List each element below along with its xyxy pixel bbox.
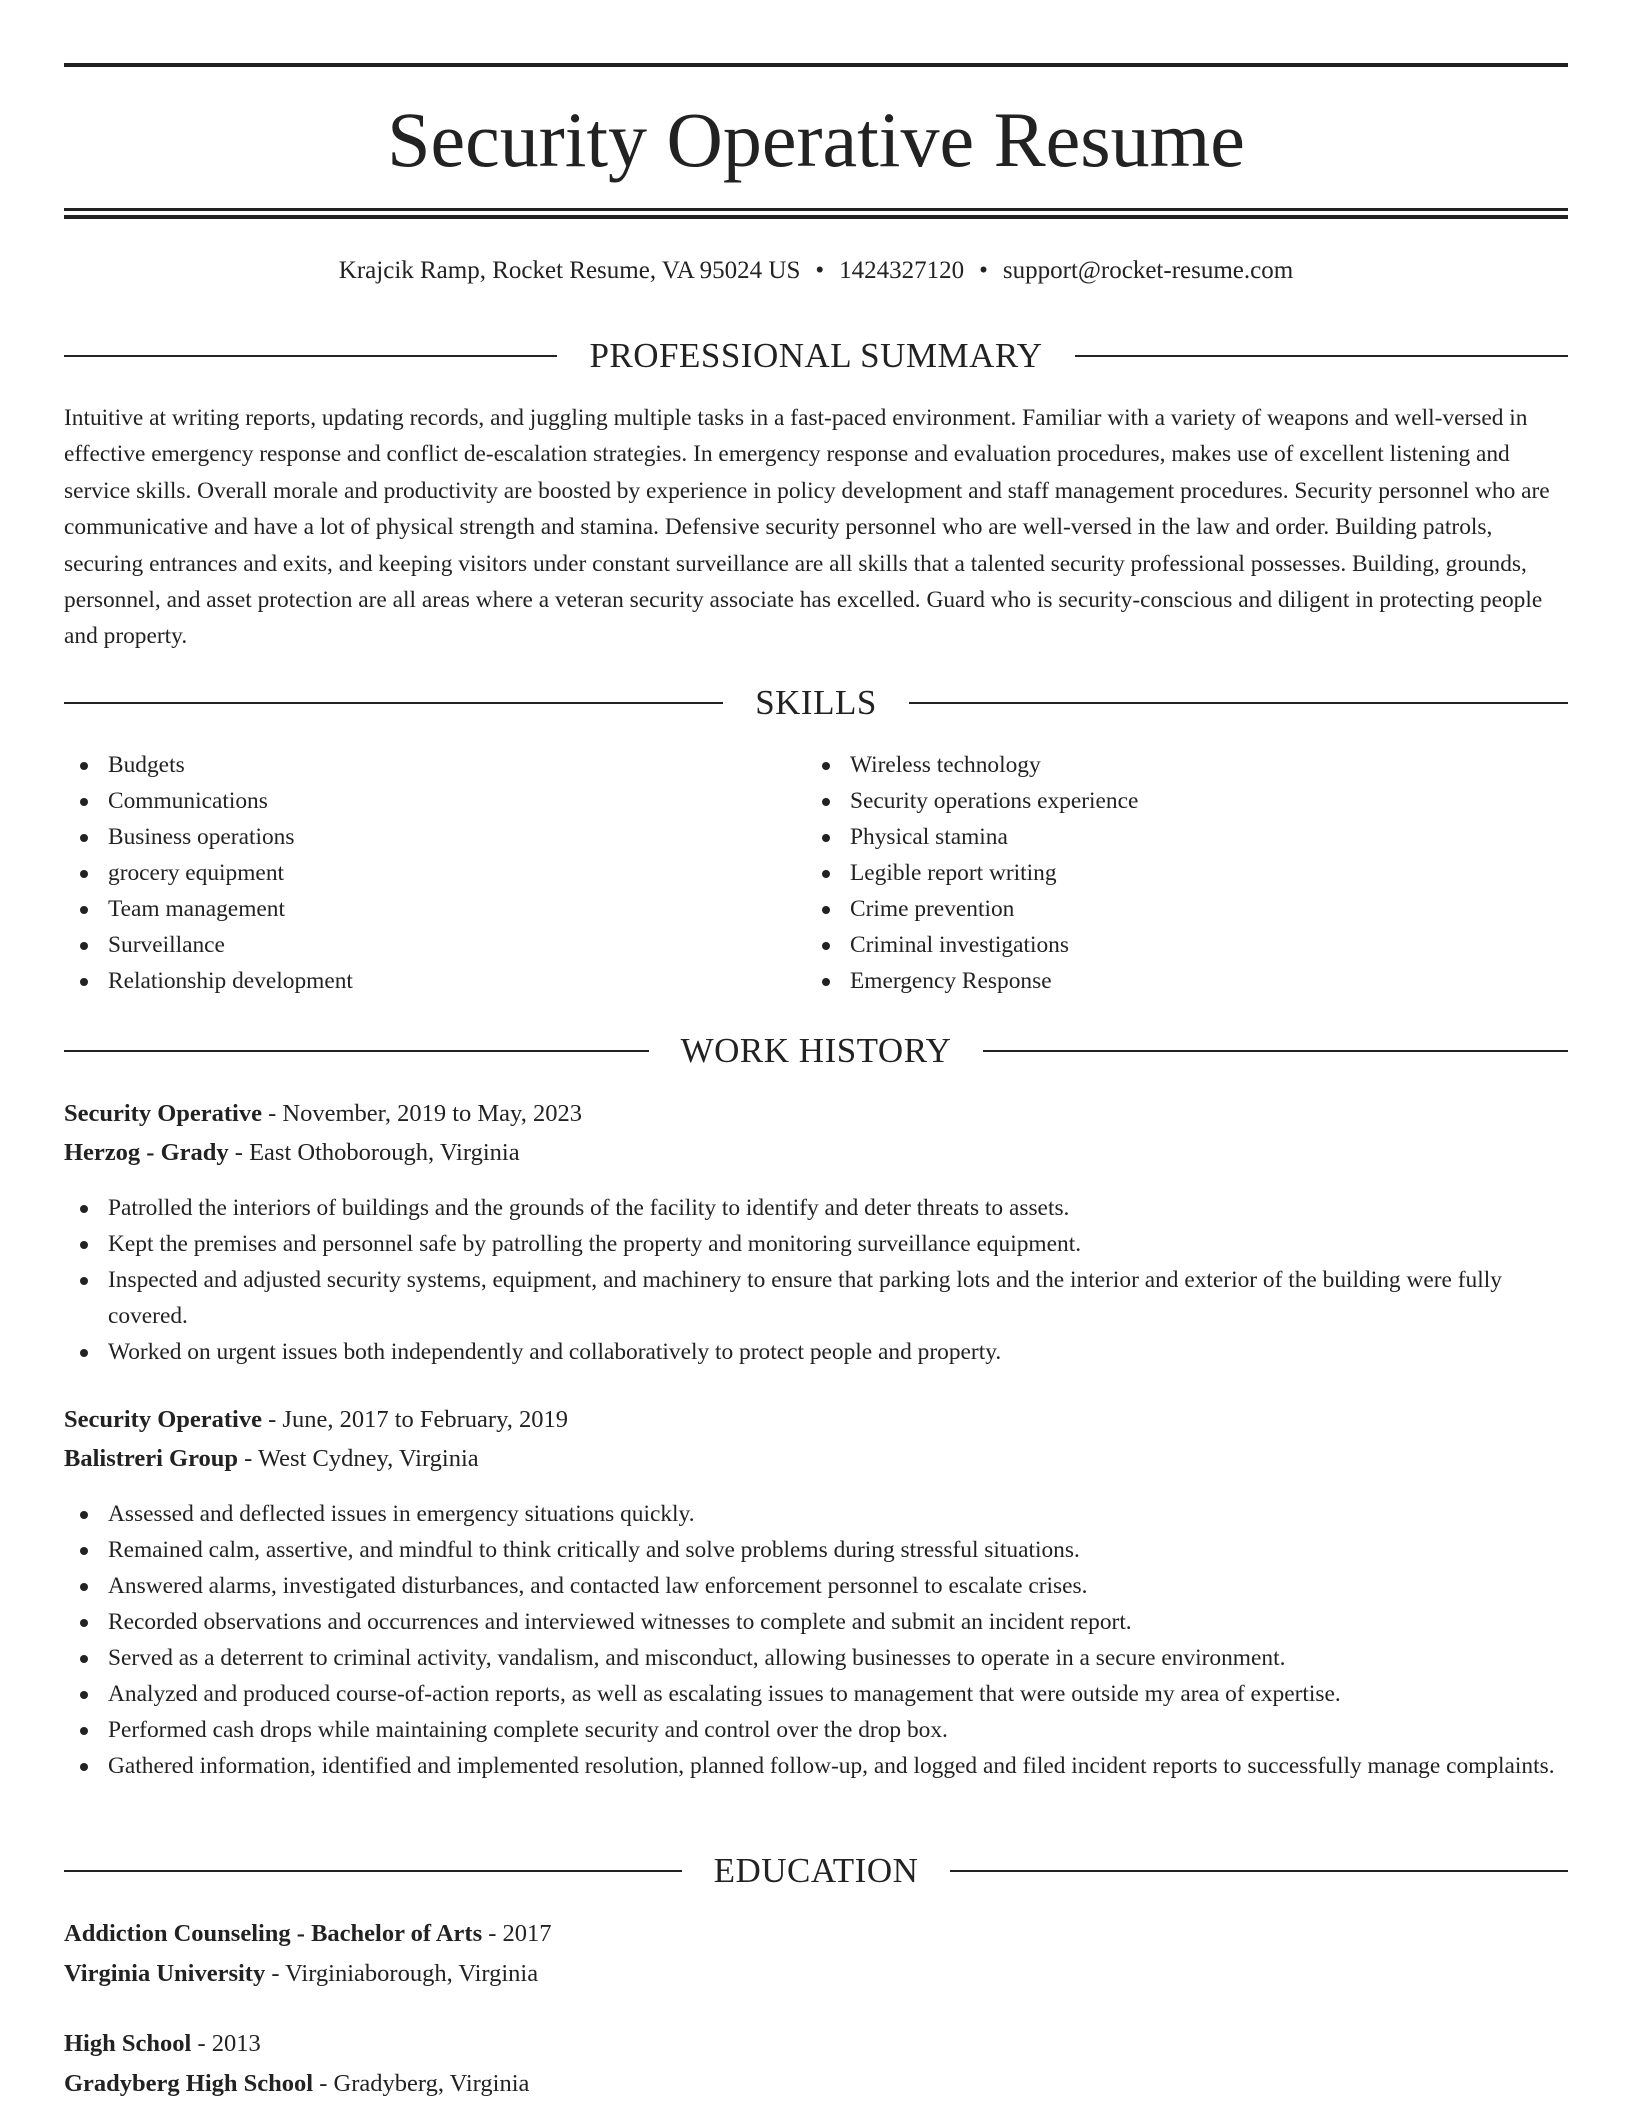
skill-item: Crime prevention [806,891,1506,927]
contact-address: Krajcik Ramp, Rocket Resume, VA 95024 US [338,257,801,284]
job-bullet: Performed cash drops while maintaining complete security and control over the drop box. [64,1712,1568,1748]
skills-left-column [64,747,764,999]
contact-email: support@rocket-resume.com [1002,257,1294,284]
education-location: - Virginiaborough, Virginia [265,1960,539,1987]
skill-item: Physical stamina [806,819,1506,855]
job-bullets [64,1190,1568,1370]
heading-rule-left [64,1050,649,1052]
job-location: - East Othoborough, Virginia [228,1139,520,1166]
skills-heading [64,681,1568,725]
skill-item: Business operations [64,819,764,855]
skill-item: Relationship development [64,963,764,999]
job-company: Herzog - Grady [64,1139,229,1166]
heading-rule-right [983,1050,1568,1052]
job-bullets [64,1496,1568,1784]
heading-rule-left [64,1870,682,1872]
job-bullet: Inspected and adjusted security systems, equipment, and machinery to ensure that parking lots and the interior and exterior of the building were fully covered. [64,1262,1568,1334]
heading-rule-left [64,702,723,704]
job-bullet: Gathered information, identified and implemented resolution, planned follow-up, and logged and filed incident reports to successfully manage complaints. [64,1748,1568,1784]
job-company: Balistreri Group [64,1445,239,1472]
job-title-line [64,1402,1568,1438]
education-year: - 2017 [482,1920,552,1947]
skill-item: Criminal investigations [806,927,1506,963]
title-rule-upper [64,208,1568,211]
heading-rule-right [1075,355,1568,357]
skill-item: grocery equipment [64,855,764,891]
job-dates: - November, 2019 to May, 2023 [262,1100,582,1127]
job-bullet: Worked on urgent issues both independently and collaboratively to protect people and property. [64,1334,1568,1370]
heading-rule-left [64,355,557,357]
skill-item: Budgets [64,747,764,783]
summary-heading-label: PROFESSIONAL SUMMARY [589,336,1043,375]
job-bullet: Patrolled the interiors of buildings and the grounds of the facility to identify and deter threats to assets. [64,1190,1568,1226]
job-company-line [64,1441,1568,1477]
title-rule-lower [64,215,1568,219]
skill-item: Wireless technology [806,747,1506,783]
skills-right-column [806,747,1506,999]
education-school: Gradyberg High School [64,2070,314,2097]
job-bullet: Assessed and deflected issues in emergency situations quickly. [64,1496,1568,1532]
summary-heading [64,334,1568,378]
education-location: - Gradyberg, Virginia [313,2070,530,2097]
education-school: Virginia University [64,1960,266,1987]
heading-rule-right [950,1870,1568,1872]
heading-rule-right [909,702,1568,704]
education-heading [64,1849,1568,1893]
job-title: Security Operative [64,1406,262,1433]
education-year: - 2013 [191,2030,261,2057]
contact-separator: • [815,257,825,284]
contact-line [64,252,1568,290]
skill-item: Communications [64,783,764,819]
work-history-heading-label: WORK HISTORY [680,1031,952,1070]
summary-text: Intuitive at writing reports, updating records, and juggling multiple tasks in a fast-paced environment. Familiar with a variety of weapons and well-versed in effective emergency response and conflict de-escalation strategies. In emergency response and evaluation procedures, makes use of excellent listening and service skills. Overall morale and productivity are boosted by experience in policy development and staff management procedures. Security personnel who are communicative and have a lot of physical strength and stamina. Defensive security personnel who are well-versed in the law and order. Building patrols, securing entrances and exits, and keeping visitors under constant surveillance are all skills that a talented security professional possesses. Building, grounds, personnel, and asset protection are all areas where a veteran security associate has excelled. Guard who is security-conscious and diligent in protecting people and property. [64,405,1550,650]
top-rule [64,63,1568,67]
education-heading-label: EDUCATION [713,1851,919,1890]
resume-title: Security Operative Resume [387,96,1245,183]
contact-separator: • [979,257,988,284]
job-bullet: Recorded observations and occurrences and interviewed witnesses to complete and submit an incident report. [64,1604,1568,1640]
education-degree: Addiction Counseling - Bachelor of Arts [64,1920,483,1947]
job-dates: - June, 2017 to February, 2019 [262,1406,568,1433]
education-degree: High School [64,2030,192,2057]
education-degree-line [64,2026,1568,2062]
skills-heading-label: SKILLS [755,683,877,722]
contact-phone: 1424327120 [839,257,965,284]
education-degree-line [64,1916,1568,1952]
job-bullet: Kept the premises and personnel safe by patrolling the property and monitoring surveillance equipment. [64,1226,1568,1262]
skill-item: Team management [64,891,764,927]
job-title-line [64,1096,1568,1132]
job-bullet: Analyzed and produced course-of-action reports, as well as escalating issues to management that were outside my area of expertise. [64,1676,1568,1712]
skill-item: Security operations experience [806,783,1506,819]
job-bullet: Remained calm, assertive, and mindful to think critically and solve problems during stressful situations. [64,1532,1568,1568]
job-bullet: Answered alarms, investigated disturbances, and contacted law enforcement personnel to escalate crises. [64,1568,1568,1604]
job-bullet: Served as a deterrent to criminal activity, vandalism, and misconduct, allowing businesses to operate in a secure environment. [64,1640,1568,1676]
skill-item: Emergency Response [806,963,1506,999]
education-school-line [64,2066,1568,2102]
job-location: - West Cydney, Virginia [238,1445,479,1472]
job-company-line [64,1135,1568,1171]
work-history-heading [64,1029,1568,1073]
education-school-line [64,1956,1568,1992]
job-title: Security Operative [64,1100,262,1127]
skill-item: Legible report writing [806,855,1506,891]
skill-item: Surveillance [64,927,764,963]
